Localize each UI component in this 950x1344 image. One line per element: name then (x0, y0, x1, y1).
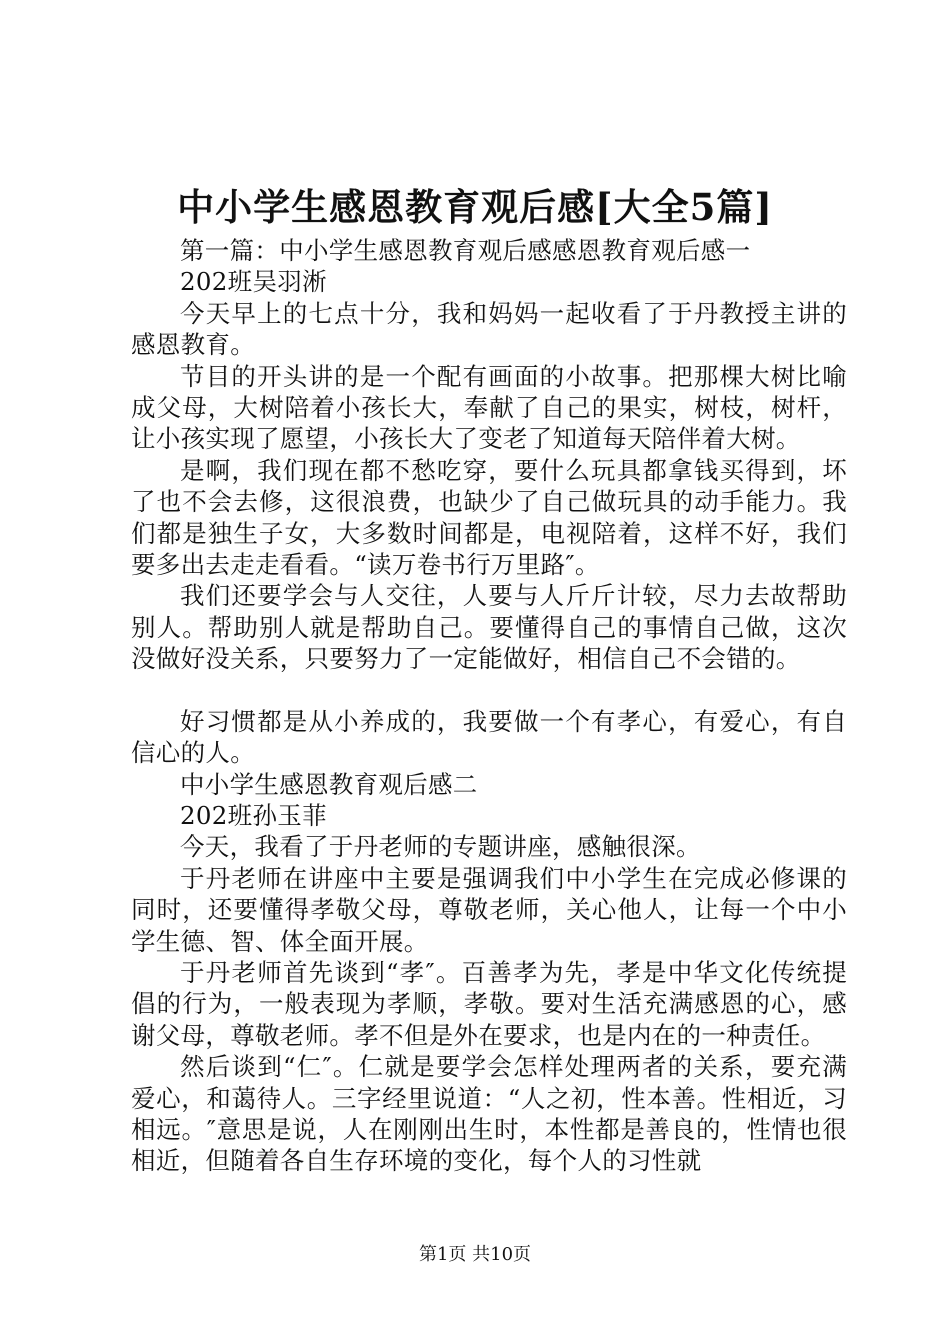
paragraph: 今天早上的七点十分，我和妈妈一起收看了于丹教授主讲的感恩教育。 (131, 298, 847, 360)
page-footer: 第1页 共10页 (418, 1244, 532, 1265)
paragraph: 202班吴羽淅 (180, 267, 327, 297)
paragraph: 然后谈到“仁″。仁就是要学会怎样处理两者的关系，要充满爱心，和蔼待人。三字经里说道：“人之初，性本善。性相近，习相远。″意思是说，人在刚刚出生时，本性都是善良的，性情也很相近，但随着各自生存环境的变化，每个人的习性就 (131, 1052, 847, 1176)
paragraph: 202班孙玉菲 (180, 800, 327, 830)
paragraph: 今天，我看了于丹老师的专题讲座，感触很深。 (180, 832, 701, 862)
paragraph: 第一篇：中小学生感恩教育观后感感恩教育观后感一 (180, 236, 751, 265)
paragraph: 是啊，我们现在都不愁吃穿，要什么玩具都拿钱买得到，坏了也不会去修，这很浪费，也缺少了自己做玩具的动手能力。我们都是独生子女，大多数时间都是，电视陪着，这样不好，我们要多出去走走看看。“读万卷书行万里路″。 (131, 455, 847, 580)
paragraph: 节目的开头讲的是一个配有画面的小故事。把那棵大树比喻成父母，大树陪着小孩长大，奉献了自己的果实，树枝，树杆，让小孩实现了愿望，小孩长大了变老了知道每天陪伴着大树。 (131, 361, 847, 454)
document-body (131, 235, 847, 1177)
paragraph-gap (131, 675, 847, 706)
paragraph: 于丹老师首先谈到“孝″。百善孝为先，孝是中华文化传统提倡的行为，一般表现为孝顺，孝敬。要对生活充满感恩的心，感谢父母，尊敬老师。孝不但是外在要求，也是内在的一种责任。 (131, 957, 847, 1050)
paragraph: 中小学生感恩教育观后感二 (180, 769, 478, 799)
paragraph: 好习惯都是从小养成的，我要做一个有孝心，有爱心，有自信心的人。 (131, 706, 847, 768)
paragraph: 我们还要学会与人交往，人要与人斤斤计较，尽力去故帮助别人。帮助别人就是帮助自己。要懂得自己的事情自己做，这次没做好没关系，只要努力了一定能做好，相信自己不会错的。 (131, 581, 847, 674)
document-title: 中小学生感恩教育观后感[大全5篇] (177, 185, 773, 229)
paragraph: 于丹老师在讲座中主要是强调我们中小学生在完成必修课的同时，还要懂得孝敬父母，尊敬老师，关心他人，让每一个中小学生德、智、体全面开展。 (131, 863, 847, 956)
